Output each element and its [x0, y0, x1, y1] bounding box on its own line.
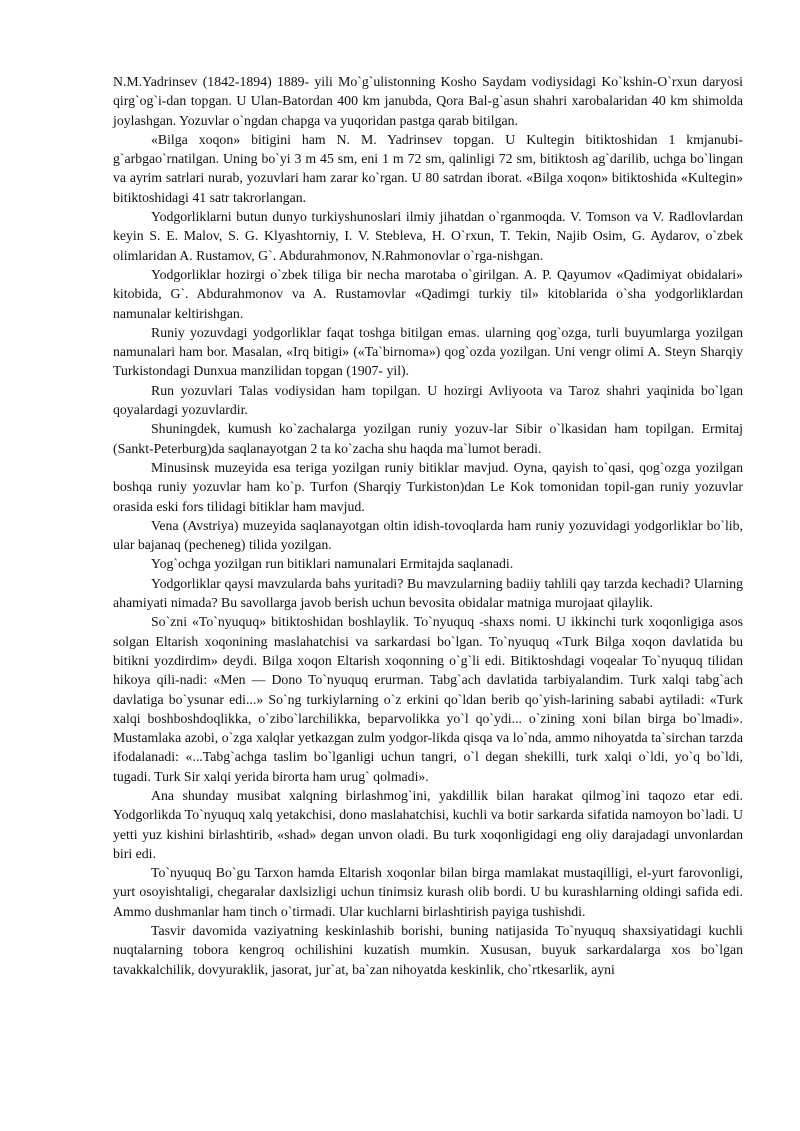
paragraph-7: Shuningdek, kumush ko`zachalarga yozilgan runiy yozuv-lar Sibir o`lkasidan ham topilgan. Ermitaj (Sankt-Peterburg)da saqlanayotgan 2 ta ko`zacha shu haqda ma`lumot beradi. [113, 421, 743, 456]
paragraph-8: Minusinsk muzeyida esa teriga yozilgan runiy bitiklar mavjud. Oyna, qayish to`qasi, qog`ozga yozilgan boshqa runiy yozuvlar ham ko`p. Turfon (Sharqiy Turkiston)dan Le Kok tomonidan topil-gan runiy yozuvlar orasida eski fors tilidagi bitiklar ham mavjud. [113, 459, 743, 514]
paragraph-4: Yodgorliklar hozirgi o`zbek tiliga bir necha marotaba o`girilgan. A. P. Qayumov «Qadimiyat obidalari» kitobida, G`. Abdurahmonov va A. Rustamovlar «Qadimgi turkiy til» kitoblarida o`sha yodgorliklardan namunalar keltirishgan. [113, 266, 743, 321]
document-page [113, 72, 743, 979]
paragraph-10: Yog`ochga yozilgan run bitiklari namunalari Ermitajda saqlanadi. [151, 556, 514, 572]
paragraph-15: Tasvir davomida vaziyatning keskinlashib borishi, buning natijasida To`nyuquq shaxsiyatidagi kuchli nuqtalarning tobora kengroq ochilishini kuzatish mumkin. Xususan, buyuk sarkardalarga xos bo`lgan tavakkalchilik, dovyuraklik, jasorat, jur`at, ba`zan nihoyatda keskinlik, cho`rtkesarlik, ayni [113, 923, 743, 977]
paragraph-12: So`zni «To`nyuquq» bitiktoshidan boshlaylik. To`nyuquq -shaxs nomi. U ikkinchi turk xoqonligiga asos solgan Eltarish xoqonining maslahatchisi va sarkardasi bo`lgan. To`nyuquq «Turk Bilga xoqon davlatida bu bitikni yozdirdim» deydi. Bilga xoqon Eltarish xoqonning o`g`li edi. Bitiktoshdagi voqealar To`nyuquq tilidan hikoya qili-nadi: «Men — Dono To`nyuquq erurman. Tabg`ach davlatida tarbiyalandim. Turk xalqi tabg`ach davlatiga bo`ysunar edi...» So`ng turkiylarning o`z erkini qo`ldan berib qo`yish-larining sababi aytiladi: «Turk xalqi boshboshdoqlikka, o`zibo`larchilikka, beparvolikka yo`l qo`ydi... o`zining xoni bilan birga bo`lmadi». Mustamlaka azobi, o`zga xalqlar yetkazgan zulm yodgor-likda qisqa va lo`nda, ammo nihoyatda ta`sirchan tarzda ifodalanadi: «...Tabg`achga taslim bo`lganligi uchun tangri, o`l degan shekilli, turk xalqi o`ldi, yo`q bo`ldi, tugadi. Turk Sir xalqi yerida birorta ham urug` qolmadi». [113, 614, 743, 784]
paragraph-2: «Bilga xoqon» bitigini ham N. M. Yadrinsev topgan. U Kultegin bitiktoshidan 1 kmjanubi-g`arbgao`rnatilgan. Uning bo`yi 3 m 45 sm, eni 1 m 72 sm, qalinligi 72 sm, bitiktosh ag`darilib, uchga bo`lingan va ayrim satrlari nurab, yozuvlari ham zarar ko`rgan. U 80 satrdan iborat. «Bilga xoqon» bitiktoshida «Kultegin» bitiktoshidagi 41 satr takrorlangan. [113, 131, 743, 205]
paragraph-5: Runiy yozuvdagi yodgorliklar faqat toshga bitilgan emas. ularning qog`ozga, turli buyumlarga yozilgan namunalari ham bor. Masalan, «Irq bitigi» («Ta`birnoma») qog`ozda yozilgan. Uni vengr olimi A. Steyn Sharqiy Turkistondagi Dunxua manzilidan topgan (1907- yil). [113, 324, 743, 379]
paragraph-1: N.M.Yadrinsev (1842-1894) 1889- yili Mo`g`ulistonning Kosho Saydam vodiysidagi Ko`kshin-O`rxun daryosi qirg`og`i-dan topgan. U Ulan-Batordan 400 km janubda, Qora Bal-g`asun shahri xarobalaridan 40 km shimolda joylashgan. Yozuvlar o`ngdan chapga va yuqoridan pastga qarab bitilgan. [113, 74, 743, 128]
paragraph-14: To`nyuquq Bo`gu Tarxon hamda Eltarish xoqonlar bilan birga mamlakat mustaqilligi, el-yurt farovonligi, yurt osoyishtaligi, chegaralar daxlsizligi uchun tinimsiz kurash olib bordi. U bu kurashlarning oldingi safida edi. Ammo dushmanlar ham tinch o`tirmadi. Ular kuchlarni birlashtirish payiga tushishdi. [113, 865, 743, 919]
paragraph-13: Ana shunday musibat xalqning birlashmog`ini, yakdillik bilan harakat qilmog`ini taqozo etar edi. Yodgorlikda To`nyuquq xalq yetakchisi, dono maslahatchisi, kuchli va botir sarkarda sifatida namoyon bo`ladi. U yetti yuz kishini birlashtirib, «shad» degan unvon oladi. Bu turk xoqonligidagi eng oliy darajadagi unvonlardan biri edi. [113, 787, 743, 861]
paragraph-11: Yodgorliklar qaysi mavzularda bahs yuritadi? Bu mavzularning badiiy tahlili qay tarzda kechadi? Ularning ahamiyati nimada? Bu savollarga javob berish uchun bevosita obidalar matniga murojaat qilaylik. [113, 575, 743, 611]
paragraph-6: Run yozuvlari Talas vodiysidan ham topilgan. U hozirgi Avliyoota va Taroz shahri yaqinida bo`lgan qoyalardagi yozuvlardir. [113, 382, 743, 418]
paragraph-3: Yodgorliklarni butun dunyo turkiyshunoslari ilmiy jihatdan o`rganmoqda. V. Tomson va V. Radlovlardan keyin S. E. Malov, S. G. Klyashtorniy, I. V. Stebleva, H. O`rxun, T. Tekin, Najib Osim, G. Aydarov, o`zbek olimlaridan A. Rustamov, G`. Abdurahmonov, N.Rahmonovlar o`rga-nishgan. [113, 209, 743, 263]
paragraph-9: Vena (Avstriya) muzeyida saqlanayotgan oltin idish-tovoqlarda ham runiy yozuvidagi yodgorliklar bo`lib, ular bajanaq (pecheneg) tilida yozilgan. [113, 517, 743, 553]
